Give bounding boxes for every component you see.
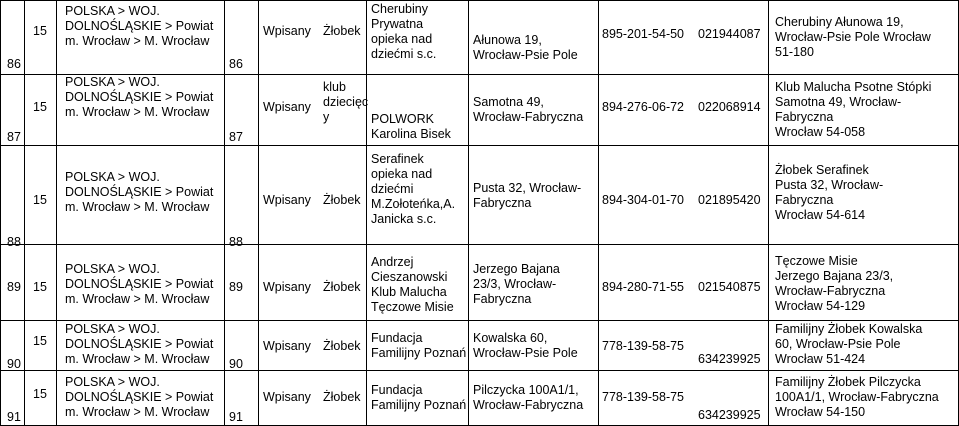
entry-status: Wpisany (263, 24, 311, 38)
facility-location: 100A1/1, Wrocław-Fabryczna (775, 390, 939, 404)
regon-number: 022068914 (698, 100, 761, 114)
provider-address: Fabryczna (473, 196, 532, 210)
register-number: 89 (229, 280, 243, 294)
regon-number: 634239925 (698, 352, 761, 366)
region-path: DOLNOŚLĄSKIE > Powiat (65, 337, 214, 351)
region-path: POLSKA > WOJ. (65, 75, 160, 89)
region-path: POLSKA > WOJ. (65, 322, 160, 336)
provider-name: opieka nad (371, 32, 433, 46)
facility-location: Wrocław 54-129 (775, 299, 866, 313)
provider-address: Ałunowa 19, (473, 33, 542, 47)
provider-name: Fundacja (371, 383, 423, 397)
row-number: 88 (7, 235, 21, 249)
facility-location: Wrocław-Fabryczna (775, 284, 886, 298)
facility-location: 51-180 (775, 45, 814, 59)
region-path: m. Wrocław > M. Wrocław (65, 200, 210, 214)
register-number: 88 (229, 235, 243, 249)
provider-name: Andrzej (371, 255, 414, 269)
register-number: 86 (229, 57, 243, 71)
register-number: 90 (229, 357, 243, 371)
region-path: POLSKA > WOJ. (65, 170, 160, 184)
provider-address: Jerzego Bajana (473, 262, 560, 276)
provider-name: Cherubiny (371, 2, 428, 16)
facility-location: Fabryczna (775, 193, 834, 207)
provider-name: M.Zołoteńka,A. (371, 197, 456, 211)
province-code: 15 (33, 193, 47, 207)
region-path: DOLNOŚLĄSKIE > Powiat (65, 277, 214, 291)
facility-type: y (323, 110, 330, 124)
provider-address: Wrocław-Psie Pole (473, 346, 578, 360)
nip-number: 894-280-71-55 (602, 280, 685, 294)
provider-name: Tęczowe Misie (371, 300, 454, 314)
register-number: 87 (229, 130, 243, 144)
regon-number: 021944087 (698, 27, 761, 41)
facility-type: Żłobek (323, 280, 361, 294)
region-path: POLSKA > WOJ. (65, 262, 160, 276)
provider-name: Cieszanowski (371, 270, 448, 284)
register-number: 91 (229, 410, 243, 424)
provider-address: Pilczycka 100A1/1, (473, 383, 579, 397)
province-code: 15 (33, 100, 47, 114)
nip-number: 894-304-01-70 (602, 193, 685, 207)
facility-location: Wrocław-Psie Pole Wrocław (775, 30, 931, 44)
entry-status: Wpisany (263, 280, 311, 294)
row-number: 90 (7, 357, 21, 371)
province-code: 15 (33, 387, 47, 401)
provider-address: Fabryczna (473, 292, 532, 306)
region-path: DOLNOŚLĄSKIE > Powiat (65, 19, 214, 33)
entry-status: Wpisany (263, 193, 311, 207)
facility-location: Wrocław 54-614 (775, 208, 866, 222)
row-number: 86 (7, 57, 21, 71)
facility-type: klub (323, 80, 346, 94)
region-path: m. Wrocław > M. Wrocław (65, 105, 210, 119)
facility-type: Żłobek (323, 390, 361, 404)
facility-location: Wrocław 54-150 (775, 405, 866, 419)
region-path: POLSKA > WOJ. (65, 4, 160, 18)
facility-type: Żłobek (323, 24, 361, 38)
row-number: 91 (7, 410, 21, 424)
provider-name: POLWORK (371, 112, 434, 126)
facility-type: Żłobek (323, 339, 361, 353)
provider-name: Karolina Bisek (371, 127, 451, 141)
regon-number: 634239925 (698, 408, 761, 422)
entry-status: Wpisany (263, 100, 311, 114)
provider-address: Wrocław-Fabryczna (473, 110, 584, 124)
provider-name: opieka nad (371, 167, 433, 181)
entry-status: Wpisany (263, 339, 311, 353)
region-path: m. Wrocław > M. Wrocław (65, 292, 210, 306)
region-path: m. Wrocław > M. Wrocław (65, 352, 210, 366)
facility-location: Familijny Żłobek Pilczycka (775, 375, 921, 389)
row-number: 87 (7, 130, 21, 144)
provider-address: Wrocław-Psie Pole (473, 48, 578, 62)
provider-name: Familijny Poznań (371, 346, 467, 360)
region-path: DOLNOŚLĄSKIE > Powiat (65, 390, 214, 404)
facility-location: Familijny Żłobek Kowalska (775, 322, 923, 336)
region-path: m. Wrocław > M. Wrocław (65, 34, 210, 48)
provider-name: Familijny Poznań (371, 398, 467, 412)
provider-address: 23/3, Wrocław- (473, 277, 557, 291)
provider-name: Prywatna (371, 17, 424, 31)
facility-location: Tęczowe Misie (775, 254, 858, 268)
nip-number: 895-201-54-50 (602, 27, 685, 41)
region-path: DOLNOŚLĄSKIE > Powiat (65, 185, 214, 199)
facility-location: Jerzego Bajana 23/3, (775, 269, 894, 283)
facility-location: Wrocław 51-424 (775, 352, 866, 366)
province-code: 15 (33, 280, 47, 294)
facility-location: Samotna 49, Wrocław- (775, 95, 902, 109)
nip-number: 778-139-58-75 (602, 339, 685, 353)
regon-number: 021895420 (698, 193, 761, 207)
facility-location: Pusta 32, Wrocław- (775, 178, 884, 192)
provider-address: Samotna 49, (473, 95, 544, 109)
province-code: 15 (33, 24, 47, 38)
provider-name: Fundacja (371, 331, 423, 345)
facility-type: Żłobek (323, 193, 361, 207)
provider-address: Pusta 32, Wrocław- (473, 181, 582, 195)
region-path: POLSKA > WOJ. (65, 375, 160, 389)
nip-number: 894-276-06-72 (602, 100, 685, 114)
facility-location: Wrocław 54-058 (775, 125, 866, 139)
region-path: m. Wrocław > M. Wrocław (65, 405, 210, 419)
entry-status: Wpisany (263, 390, 311, 404)
provider-name: Klub Malucha (371, 285, 447, 299)
regon-number: 021540875 (698, 280, 761, 294)
facility-location: Klub Malucha Psotne Stópki (775, 80, 932, 94)
nip-number: 778-139-58-75 (602, 390, 685, 404)
region-path: DOLNOŚLĄSKIE > Powiat (65, 90, 214, 104)
provider-name: Janicka s.c. (371, 212, 437, 226)
facility-location: 60, Wrocław-Psie Pole (775, 337, 901, 351)
provider-name: Serafinek (371, 152, 424, 166)
provider-name: dziećmi s.c. (371, 47, 437, 61)
province-code: 15 (33, 334, 47, 348)
provider-name: dziećmi (371, 182, 414, 196)
facility-type: dziecięc (323, 95, 369, 109)
provider-address: Wrocław-Fabryczna (473, 398, 584, 412)
row-number: 89 (7, 280, 21, 294)
facility-location: Cherubiny Ałunowa 19, (775, 15, 904, 29)
provider-address: Kowalska 60, (473, 331, 548, 345)
facility-location: Żłobek Serafinek (775, 163, 869, 177)
facility-location: Fabryczna (775, 110, 834, 124)
